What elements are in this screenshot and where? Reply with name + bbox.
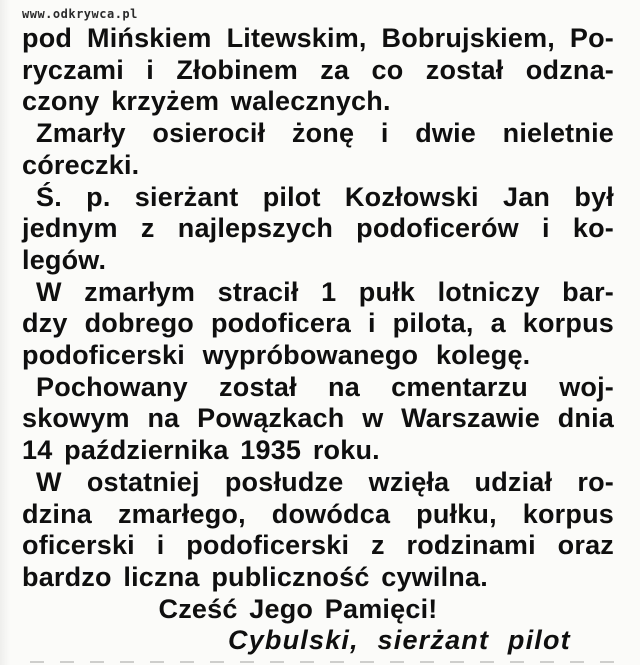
scan-bottom-artifact	[30, 661, 620, 663]
text-line: W ostatniej posłudze wzięła udział ro-	[36, 466, 614, 497]
scan-edge-artifact	[0, 0, 10, 665]
text-line: ryczami i Złobinem za co został odzna-	[22, 54, 614, 85]
text-line: czony krzyżem walecznych.	[22, 86, 391, 117]
text-line: W zmarłym stracił 1 pułk lotniczy bar-	[36, 276, 614, 307]
watermark-url: www.odkrywca.pl	[22, 7, 138, 21]
text-line: córeczki.	[22, 149, 140, 180]
text-line: pod Mińskiem Litewskim, Bobrujskiem, Po-	[22, 23, 614, 53]
memorial-line: Cześć Jego Pamięci!	[158, 593, 438, 624]
text-line: dzina zmarłego, dowódca pułku, korpus	[22, 498, 614, 529]
text-line: oficerski i podoficerski z rodzinami oraz	[22, 530, 614, 561]
text-line: Ś. p. sierżant pilot Kozłowski Jan był	[36, 181, 614, 212]
text-line: jednym z najlepszych podoficerów i ko-	[22, 213, 614, 244]
text-line: podoficerski wypróbowanego kolegę.	[22, 340, 531, 371]
text-line: 14 października 1935 roku.	[22, 435, 380, 466]
text-line: bardzo liczna publiczność cywilna.	[22, 561, 488, 592]
text-line: legów.	[22, 244, 107, 275]
text-line: Zmarły osierocił żonę i dwie nieletnie	[36, 118, 614, 149]
obituary-text	[22, 23, 614, 657]
text-line: Pochowany został na cmentarzu woj-	[36, 371, 614, 402]
text-line: dzy dobrego podoficera i pilota, a korpus	[22, 308, 614, 339]
text-line: skowym na Powązkach w Warszawie dnia	[22, 403, 614, 434]
signature-line: Cybulski, sierżant pilot	[228, 625, 571, 656]
